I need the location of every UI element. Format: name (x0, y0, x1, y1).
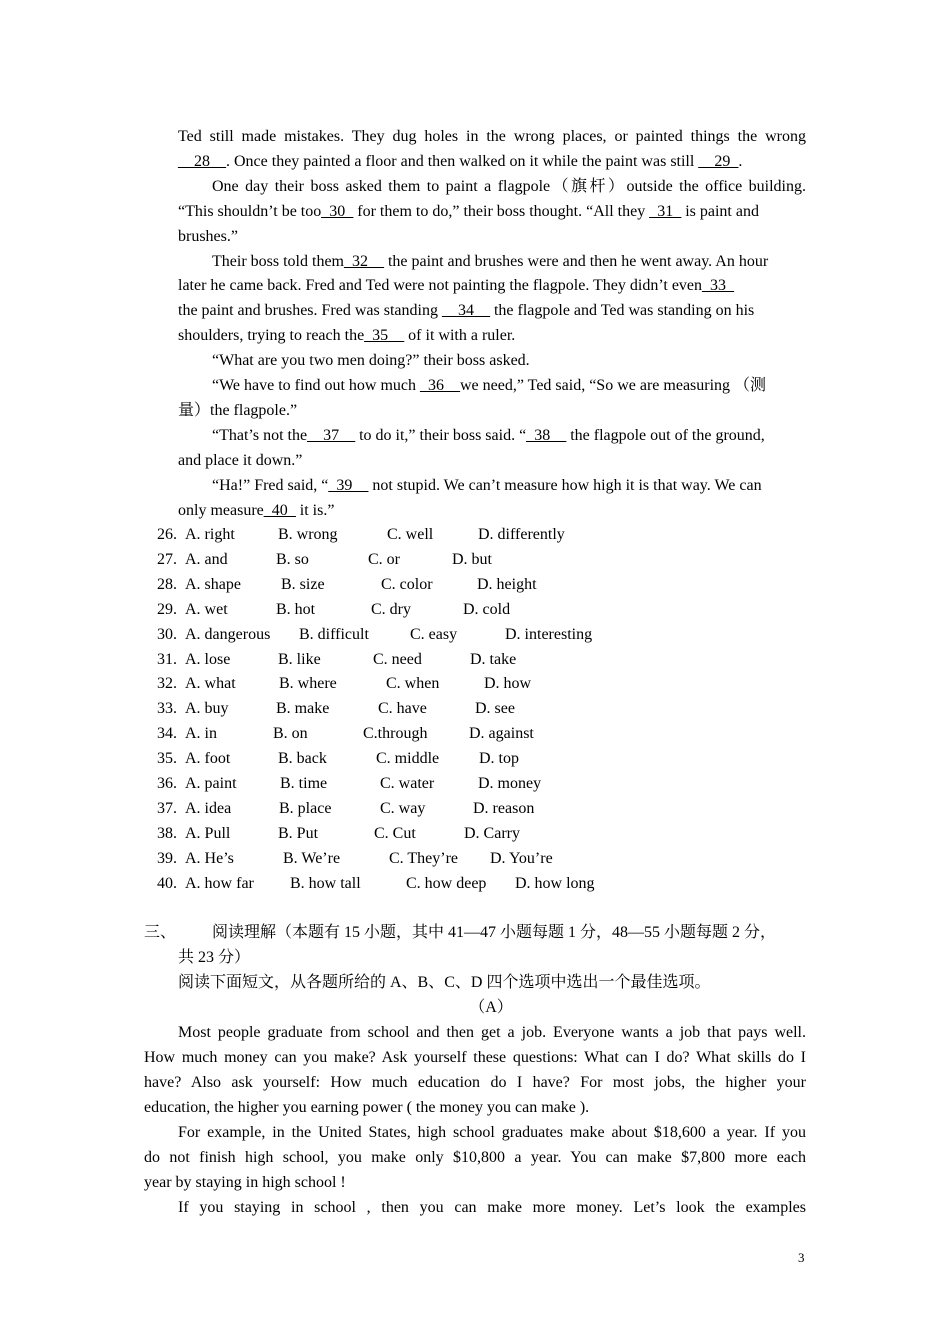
passage-line (212, 473, 762, 498)
option-d: D. money (478, 775, 542, 792)
option-c: C. how deep (406, 874, 487, 892)
option-d: D. but (452, 550, 492, 568)
passage-text: of it with a ruler. (404, 327, 516, 344)
blank-36: _36__ (420, 377, 460, 394)
passage-line (178, 298, 754, 323)
passage-text: “We have to find out how much (212, 377, 420, 394)
passage-text: the paint and brushes. Fred was standing (178, 302, 442, 319)
option-a: A. foot (185, 750, 231, 768)
page-number: 3 (798, 1250, 805, 1265)
option-a: A. shape (185, 575, 241, 593)
passage-text: “That’s not the (212, 427, 308, 444)
question-number: 26. (157, 526, 177, 543)
option-b: B. like (278, 650, 321, 668)
blank-29: __29_ (698, 153, 739, 170)
option-b: B. on (273, 725, 308, 743)
option-b: B. make (276, 700, 330, 718)
passage-line (212, 423, 765, 448)
option-b: B. so (276, 550, 309, 568)
option-b: B. how tall (290, 874, 361, 892)
section-heading-cont: 共 23 分） (178, 949, 251, 966)
option-c: C. or (368, 550, 400, 568)
option-b: B. place (279, 799, 332, 817)
option-c: C. dry (371, 600, 411, 618)
option-c: C. well (387, 526, 434, 543)
passage-line: One day their boss asked them to paint a flagpole（旗杆）outside the office building. (212, 178, 806, 195)
reading-line: For example, in the United States, high school graduates make about $18,600 a year. If you (178, 1124, 806, 1141)
option-c: C. water (380, 775, 435, 792)
option-d: D. how (484, 675, 532, 693)
passage-text: . Once they painted a floor and then walked on it while the paint was still (226, 153, 699, 170)
option-d: D. how long (515, 874, 595, 892)
question-number: 31. (157, 650, 177, 668)
passage-text: later he came back. Fred and Ted were not painting the flagpole. They didn’t even (178, 277, 703, 294)
option-a: A. in (185, 725, 217, 743)
question-number: 28. (157, 575, 177, 593)
option-d: D. height (477, 575, 537, 593)
passage-line: brushes.” (178, 228, 238, 245)
passage-line (178, 323, 515, 348)
option-a: A. what (185, 675, 236, 693)
question-number: 30. (157, 625, 177, 643)
passage-text: “This shouldn’t be too (178, 203, 322, 220)
option-c: C. Cut (374, 824, 416, 842)
passage-text: the flagpole out of the ground, (566, 427, 765, 444)
option-a: A. paint (185, 775, 237, 792)
option-d: D. reason (473, 799, 535, 817)
option-b: B. hot (276, 600, 316, 618)
option-b: B. where (279, 675, 337, 693)
question-number: 34. (157, 725, 177, 743)
question-number: 36. (157, 775, 177, 792)
blank-33: _33_ (702, 277, 735, 294)
question-number: 29. (157, 600, 177, 618)
question-number: 39. (157, 849, 177, 867)
passage-text: . (738, 153, 743, 170)
question-number: 33. (157, 700, 177, 718)
reading-line: do not finish high school, you make only $10,800 a year. You can make $7,800 more each (144, 1149, 806, 1166)
passage-text: only measure (178, 502, 264, 519)
reading-line: Most people graduate from school and then get a job. Everyone wants a job that pays well. (178, 1024, 806, 1041)
reading-line: How much money can you make? Ask yourself these questions: What can I do? What skills do I (144, 1049, 806, 1066)
option-b: B. time (280, 775, 328, 792)
reading-line: have? Also ask yourself: How much education do I have? For most jobs, the higher your (144, 1074, 806, 1091)
passage-line: Ted still made mistakes. They dug holes in the wrong places, or painted things the wrong (178, 128, 806, 145)
passage-line (178, 498, 334, 523)
passage-text: to do it,” their boss said. “ (355, 427, 527, 444)
passage-line: and place it down.” (178, 452, 303, 469)
option-c: C. easy (410, 625, 458, 643)
question-number: 40. (157, 874, 177, 892)
option-c: C. middle (376, 750, 440, 768)
section-number: 三、 (144, 924, 177, 941)
option-a: A. buy (185, 700, 229, 718)
option-c: C. way (380, 799, 426, 817)
passage-line (212, 373, 766, 398)
option-d: D. take (470, 650, 517, 668)
option-a: A. how far (185, 874, 254, 892)
question-number: 38. (157, 824, 177, 842)
option-d: D. top (479, 750, 519, 768)
option-a: A. and (185, 550, 228, 568)
option-a: A. lose (185, 650, 231, 668)
passage-text: not stupid. We can’t measure how high it is that way. We can (368, 477, 762, 494)
option-d: D. cold (463, 600, 511, 618)
passage-line: 量）the flagpole.” (178, 402, 298, 419)
option-d: D. see (475, 700, 515, 718)
blank-35: _35__ (364, 327, 405, 344)
option-c: C. They’re (389, 849, 459, 867)
passage-text: it is.” (295, 502, 335, 519)
blank-37: __37__ (307, 427, 356, 444)
passage-text: the flagpole and Ted was standing on his (489, 302, 755, 319)
blank-39: _39__ (328, 477, 369, 494)
option-b: B. Put (278, 824, 319, 842)
blank-31: _31_ (649, 203, 682, 220)
option-c: C. have (378, 700, 427, 718)
passage-line (178, 149, 742, 174)
passage-text: shoulders, trying to reach the (178, 327, 365, 344)
passage-text: we need,” Ted said, “So we are measuring （测 (460, 377, 767, 394)
question-number: 27. (157, 550, 177, 568)
passage-line (212, 249, 768, 274)
reading-line: year by staying in high school ! (144, 1174, 346, 1191)
question-number: 35. (157, 750, 177, 768)
blank-38: _38__ (526, 427, 567, 444)
option-a: A. dangerous (185, 625, 271, 643)
section-heading: 阅读理解（本题有 15 小题，其中 41—47 小题每题 1 分，48—55 小题每题 2 分， (212, 924, 777, 941)
passage-text: for them to do,” their boss thought. “All they (353, 203, 650, 220)
passage-line (178, 273, 734, 298)
passage-text: “Ha!” Fred said, “ (212, 477, 329, 494)
option-b: B. back (278, 750, 327, 768)
option-d: D. differently (478, 526, 565, 543)
passage-line (178, 199, 806, 224)
blank-32: _32__ (343, 253, 384, 270)
option-c: C.through (363, 725, 428, 743)
passage-text: is paint and (681, 203, 759, 220)
reading-line: If you staying in school , then you can make more money. Let’s look the examples (178, 1199, 806, 1216)
blank-34: __34__ (441, 302, 490, 319)
option-d: D. interesting (505, 625, 593, 643)
option-d: D. Carry (464, 824, 520, 842)
blank-30: _30_ (321, 203, 354, 220)
option-a: A. right (185, 526, 235, 543)
passage-line: “What are you two men doing?” their boss asked. (212, 352, 530, 369)
blank-40: _40_ (263, 502, 296, 519)
option-c: C. color (381, 575, 433, 593)
option-b: B. wrong (278, 526, 338, 543)
option-b: B. We’re (283, 849, 341, 867)
option-b: B. size (281, 575, 325, 593)
question-number: 37. (157, 799, 177, 817)
option-a: A. wet (185, 600, 228, 618)
option-a: A. Pull (185, 824, 231, 842)
option-c: C. when (386, 675, 440, 693)
option-d: D. against (469, 725, 534, 743)
reading-line: education, the higher you earning power ( the money you can make ). (144, 1099, 590, 1116)
passage-text: the paint and brushes were and then he went away. An hour (383, 253, 769, 270)
part-label: （A） (469, 999, 513, 1016)
option-c: C. need (373, 650, 422, 668)
option-b: B. difficult (299, 625, 369, 643)
option-a: A. He’s (185, 849, 234, 867)
blank-28: __28__ (178, 153, 226, 170)
option-d: D. You’re (490, 849, 553, 867)
question-number: 32. (157, 675, 177, 693)
option-a: A. idea (185, 799, 232, 817)
section-instruction: 阅读下面短文，从各题所给的 A、B、C、D 四个选项中选出一个最佳选项。 (178, 974, 711, 991)
passage-text: Their boss told them (212, 253, 344, 270)
